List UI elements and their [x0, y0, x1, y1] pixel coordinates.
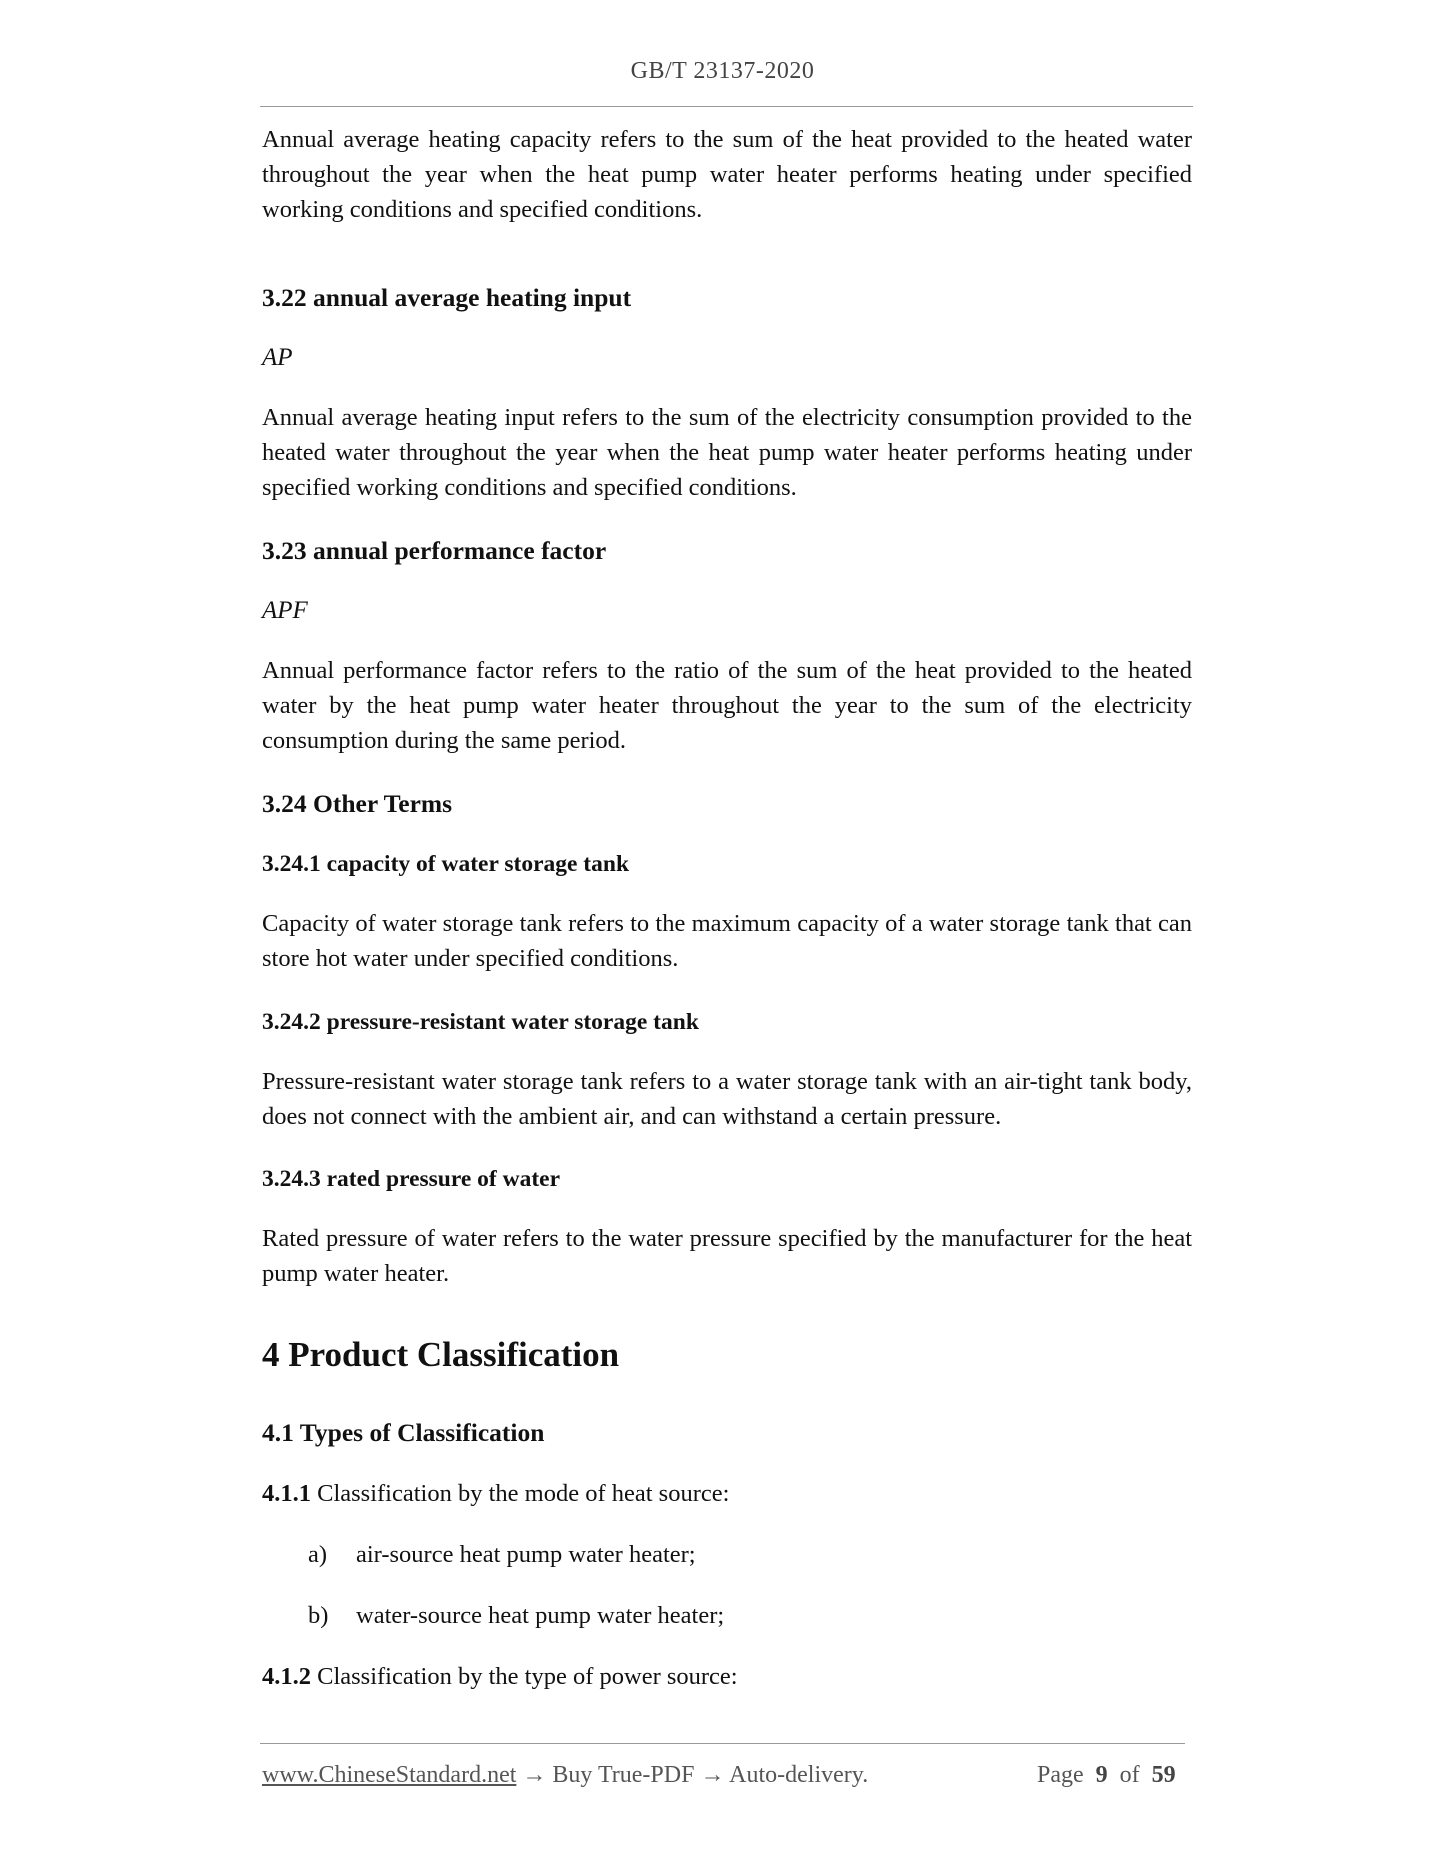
section-3-22-title: 3.22 annual average heating input — [262, 283, 632, 312]
list-marker: a) — [308, 1541, 328, 1568]
page-indicator — [1037, 1762, 1176, 1789]
section-3-24-1-title: 3.24.1 capacity of water storage tank — [262, 851, 630, 877]
list-item — [308, 1602, 724, 1630]
footer-delivery-text: Auto-delivery. — [729, 1762, 869, 1788]
total-pages: 59 — [1151, 1762, 1176, 1788]
section-3-24-title: 3.24 Other Terms — [262, 789, 453, 818]
section-4-1-title: 4.1 Types of Classification — [262, 1418, 545, 1447]
footer-divider — [260, 1743, 1185, 1744]
paragraph-annual-capacity: Annual average heating capacity refers to the sum of the heat provided to the heated water throughout the year when the heat pump water heater performs heating under specified working conditions and specified conditions. — [262, 126, 1192, 223]
clause-4-1-1-text: Classification by the mode of heat source: — [317, 1480, 730, 1507]
clause-4-1-1-number: 4.1.1 — [262, 1480, 311, 1507]
section-3-24-2-title: 3.24.2 pressure-resistant water storage tank — [262, 1009, 699, 1035]
footer-promo — [262, 1762, 868, 1789]
current-page-number: 9 — [1095, 1762, 1108, 1788]
list-item-text: air-source heat pump water heater; — [356, 1541, 696, 1568]
header-divider — [260, 106, 1193, 107]
page-word: Page — [1037, 1762, 1084, 1788]
list-item — [308, 1541, 696, 1569]
clause-4-1-1 — [262, 1480, 729, 1508]
footer-site-link[interactable]: www.ChineseStandard.net — [262, 1762, 517, 1788]
of-word: of — [1119, 1762, 1140, 1788]
clause-4-1-2 — [262, 1663, 738, 1691]
list-item-text: water-source heat pump water heater; — [356, 1602, 725, 1629]
section-3-24-2-text: Pressure-resistant water storage tank refers to a water storage tank with an air-tight tank body, does not connect with the ambient air, and can withstand a certain pressure. — [262, 1068, 1192, 1130]
page-header-standard-code: GB/T 23137-2020 — [630, 58, 815, 84]
list-marker: b) — [308, 1602, 329, 1629]
arrow-right-icon: → — [522, 1762, 547, 1788]
section-3-24-1-text: Capacity of water storage tank refers to the maximum capacity of a water storage tank that can store hot water under specified conditions. — [262, 910, 1192, 972]
section-4-title: 4 Product Classification — [262, 1335, 620, 1374]
section-3-22-text: Annual average heating input refers to the sum of the electricity consumption provided to the heated water throughout the year when the heat pump water heater performs heating under specified working conditions and specified conditions. — [262, 404, 1192, 501]
section-3-22-symbol: AP — [262, 344, 293, 371]
section-3-23-symbol: APF — [262, 597, 308, 624]
arrow-right-icon: → — [700, 1762, 725, 1788]
section-3-24-3-text: Rated pressure of water refers to the water pressure specified by the manufacturer for the heat pump water heater. — [262, 1225, 1192, 1287]
section-3-23-text: Annual performance factor refers to the ratio of the sum of the heat provided to the heated water by the heat pump water heater throughout the year to the sum of the electricity consumption during the same period. — [262, 657, 1192, 754]
section-3-23-title: 3.23 annual performance factor — [262, 536, 607, 565]
section-3-24-3-title: 3.24.3 rated pressure of water — [262, 1166, 561, 1192]
footer-buy-text: Buy True-PDF — [552, 1762, 695, 1788]
clause-4-1-2-text: Classification by the type of power source: — [317, 1663, 738, 1690]
clause-4-1-2-number: 4.1.2 — [262, 1663, 311, 1690]
